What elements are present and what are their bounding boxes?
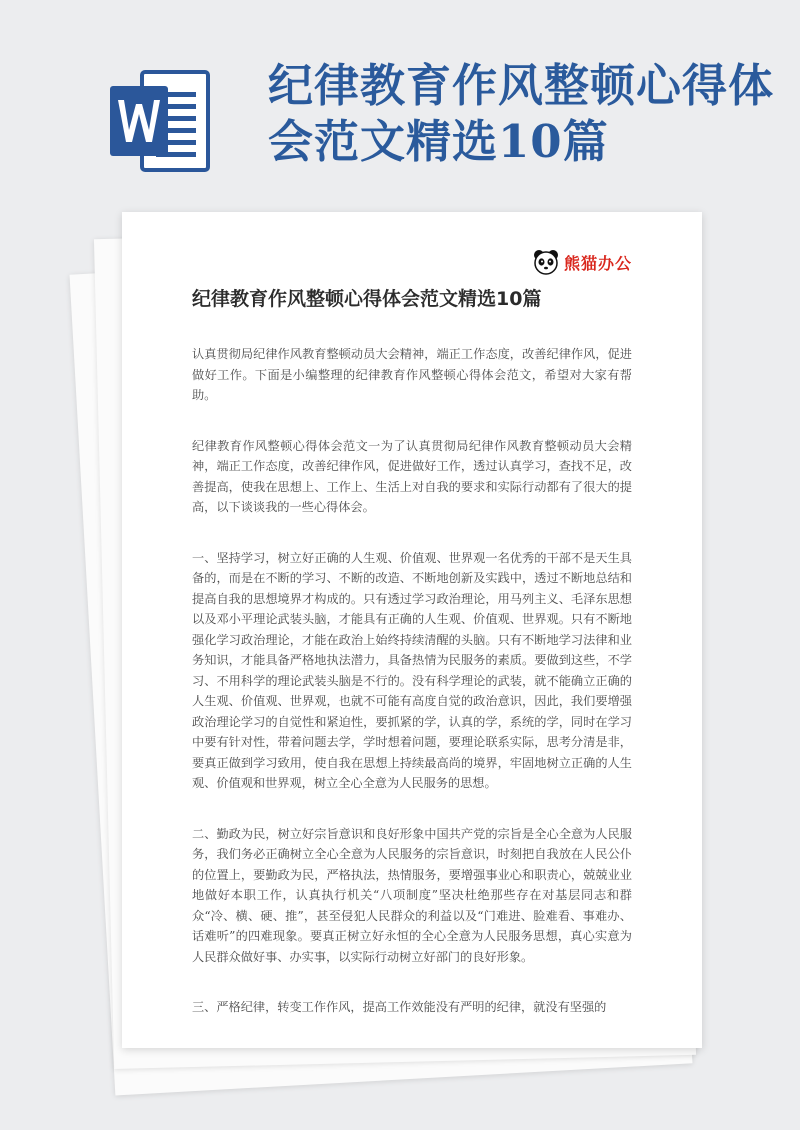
paragraph-section-three: 三、严格纪律，转变工作作风，提高工作效能没有严明的纪律，就没有坚强的 <box>192 1000 607 1014</box>
paragraph-section-one: 一、坚持学习，树立好正确的人生观、价值观、世界观一名优秀的干部不是天生具备的，而是在不断的学习、不断的改造、不断地创新及实践中，透过不断地总结和提高自我的思想境界才构成的。只有透过学习政治理论，用马列主义、毛泽东思想以及邓小平理论武装头脑，才能具有正确的人生观、价值观、世界观。只有不断地强化学习政治理论，才能在政治上始终持续清醒的头脑。只有不断地学习法律和业务知识，才能具备严格地执法潜力，具备热情为民服务的素质。要做到这些，不学习、不用科学的理论武装头脑是不行的。没有科学理论的武装，就不能确立正确的人生观、价值观、世界观，也就不可能有高度自觉的政治意识，因此，我们要增强政治理论学习的自觉性和紧迫性，要抓紧的学，认真的学，系统的学，同时在学习中要有针对性，带着问题去学，学时想着问题，要理论联系实际，思考分清是非，要真正做到学习致用，使自我在思想上持续最高尚的境界，牢固地树立正确的人生观、价值观和世界观，树立全心全意为人民服务的思想。 <box>192 550 632 790</box>
panda-icon <box>532 248 560 276</box>
document-page <box>122 212 702 1048</box>
paragraph-intro: 认真贯彻局纪律作风教育整顿动员大会精神，端正工作态度，改善纪律作风，促进做好工作。下面是小编整理的纪律教育作风整顿心得体会范文，希望对大家有帮助。 <box>192 347 632 402</box>
document-title: 纪律教育作风整顿心得体会范文精选10篇 <box>192 288 542 310</box>
header-title: 纪律教育作风整顿心得体会范文精选10篇 <box>268 59 775 168</box>
document-body <box>192 344 632 1018</box>
paragraph-section-two: 二、勤政为民，树立好宗旨意识和良好形象中国共产党的宗旨是全心全意为人民服务，我们务必正确树立全心全意为人民服务的宗旨意识，时刻把自我放在人民公仆的位置上，要勤政为民，严格执法，热情服务，要增强事业心和职责心，兢兢业业地做好本职工作，认真执行机关“八项制度”坚决杜绝那些存在对基层同志和群众“冷、横、硬、推”，甚至侵犯人民群众的利益以及“门难进、脸难看、事难办、话难听”的四难现象。要真正树立好永恒的全心全意为人民服务思想，真心实意为人民群众做好事、办实事，以实际行动树立好部门的良好形象。 <box>192 826 632 964</box>
paragraph-essay-one-opening: 纪律教育作风整顿心得体会范文一为了认真贯彻局纪律作风教育整顿动员大会精神，端正工作态度，改善纪律作风，促进做好工作，透过认真学习，查找不足，改善提高，使我在思想上、工作上、生活上对自我的要求和实际行动都有了很大的提高，以下谈谈我的一些心得体会。 <box>192 438 632 514</box>
brand-badge <box>532 248 632 276</box>
word-document-icon <box>108 68 214 174</box>
brand-name: 熊猫办公 <box>563 253 632 273</box>
